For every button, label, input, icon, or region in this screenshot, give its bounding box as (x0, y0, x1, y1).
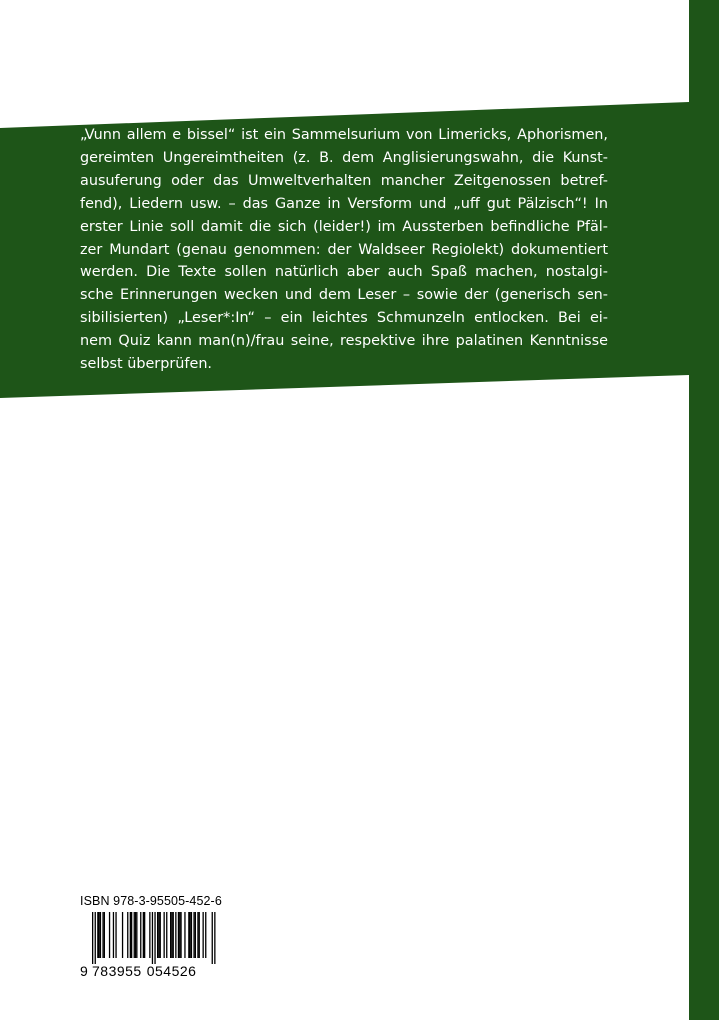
barcode-bar (143, 912, 144, 958)
barcode-bar (95, 912, 96, 964)
isbn-label: ISBN 978-3-95505-452-6 (80, 894, 222, 908)
barcode-right-group: 054526 (146, 963, 197, 979)
blurb-line: sibilisierten) „Leser*:In“ – ein leichtes Schmunzeln entlocken. Bei ei- (80, 310, 608, 327)
barcode-bar (140, 912, 141, 958)
barcode-bar (184, 912, 185, 958)
barcode-bar (205, 912, 206, 958)
barcode-bar (170, 912, 171, 958)
barcode-bar (134, 912, 135, 958)
barcode-lead-digit: 9 (80, 963, 88, 979)
barcode-bar (180, 912, 181, 958)
barcode-bar (127, 912, 128, 958)
barcode-bar (164, 912, 165, 958)
barcode-bar (104, 912, 105, 958)
blurb-line: werden. Die Texte sollen natürlich aber auch Spaß machen, nostalgi- (80, 264, 608, 281)
barcode-bar (191, 912, 192, 958)
barcode-bar (131, 912, 132, 958)
barcode-bar (154, 912, 155, 964)
blurb-line: gereimten Ungereimtheiten (z. B. dem Anglisierungswahn, die Kunst- (80, 149, 608, 166)
barcode-bar (158, 912, 159, 958)
barcode-digits (80, 963, 221, 979)
barcode-bar (102, 912, 103, 958)
blurb-text (80, 124, 608, 376)
barcode-bar (203, 912, 204, 958)
barcode-bar (193, 912, 194, 958)
barcode-bar (171, 912, 172, 958)
blurb-line: nem Quiz kann man(n)/frau seine, respektive ihre palatinen Kenntnisse (80, 333, 608, 350)
barcode-bar (92, 912, 93, 964)
barcode-bar (166, 912, 167, 958)
barcode-bar (144, 912, 145, 958)
barcode-bar (160, 912, 161, 958)
barcode-bar (179, 912, 180, 958)
barcode-bar (152, 912, 153, 964)
barcode-bar (175, 912, 176, 958)
barcode-bar (157, 912, 158, 958)
barcode-bar (149, 912, 150, 958)
barcode-bar (199, 912, 200, 958)
barcode-bar (115, 912, 116, 958)
barcode-bar (197, 912, 198, 958)
barcode-bar (178, 912, 179, 958)
barcode-bar (214, 912, 215, 964)
blurb-line: zer Mundart (genau genommen: der Waldseer Regiolekt) dokumentiert (80, 241, 608, 258)
barcode-bar (109, 912, 110, 958)
barcode-bar (188, 912, 189, 958)
barcode-bar (122, 912, 123, 958)
blurb-line: fend), Liedern usw. – das Ganze in Versform und „uff gut Pälzisch“! In (80, 195, 608, 212)
barcode-bar (113, 912, 114, 958)
isbn-block (80, 894, 221, 979)
barcode-bar (135, 912, 136, 958)
blurb-line: selbst überprüfen. (80, 356, 213, 373)
blurb-line: „Vunn allem e bissel“ ist ein Sammelsurium von Limericks, Aphorismen, (80, 127, 608, 143)
barcode-bar (97, 912, 98, 958)
blurb-line: sche Erinnerungen wecken und dem Leser – sowie der (generisch sen- (80, 287, 608, 304)
barcode-bar (195, 912, 196, 958)
barcode-bar (173, 912, 174, 958)
barcode-bar (99, 912, 100, 958)
blurb-line: ausuferung oder das Umweltverhalten mancher Zeitgenossen betref- (80, 172, 608, 189)
barcode-bar (100, 912, 101, 958)
blurb-line: erster Linie soll damit die sich (leider!) im Aussterben befindliche Pfäl- (80, 218, 608, 235)
barcode-left-group: 783955 (92, 963, 142, 979)
barcode (80, 912, 221, 964)
barcode-bar (136, 912, 137, 958)
barcode-bar (212, 912, 213, 964)
barcode-bar (130, 912, 131, 958)
barcode-bar (190, 912, 191, 958)
